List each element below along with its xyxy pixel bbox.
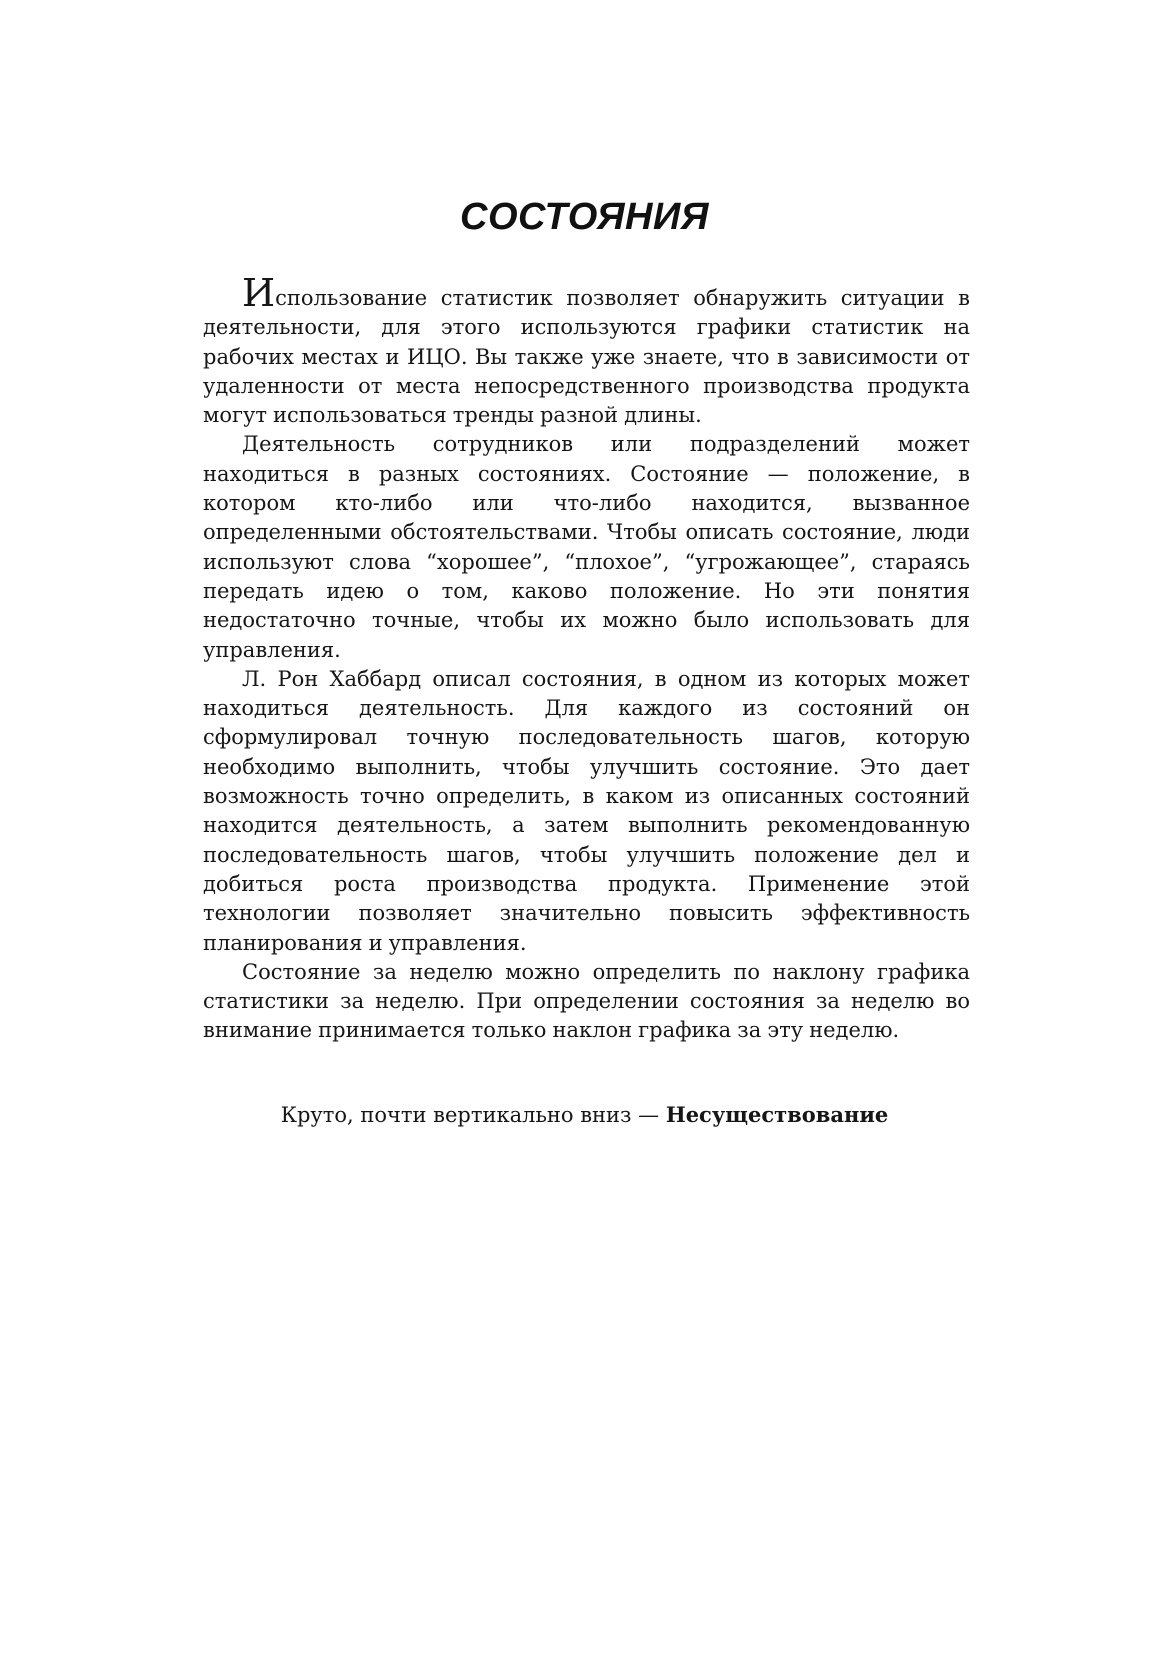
paragraph-3: Л. Рон Хаббард описал состояния, в одном из которых может находиться деятельность. Для каждого из состояний он сформулировал точную последовательность шагов, которую необходимо выполнить, чтобы улучшить состояние. Это дает возможность точно определить, в каком из описанных состояний находится деятельность, а затем выполнить рекомендованную последовательность шагов, чтобы улучшить положение дел и добиться роста производства продукта. Применение этой технологии позволяет значительно повысить эффективность планирования и управления. <box>203 666 970 955</box>
paragraph-1 <box>203 271 970 430</box>
paragraph-1-text: спользование статистик позволяет обнаружить ситуации в деятельности, для этого используются графики статистик на рабочих местах и ИЦО. Вы также уже знаете, что в зависимости от удаленности от места непосредственного производства продукта могут использоваться тренды разной длины. <box>203 286 970 428</box>
page-title: СОСТОЯНИЯ <box>460 196 709 238</box>
body-text <box>203 271 970 1046</box>
paragraph-2: Деятельность сотрудников или подразделений может находиться в разных состояниях. Состояние — положение, в котором кто-либо или что-либо находится, вызванное определенными обстоятельствами. Чтобы описать состояние, люди используют слова “хорошее”, “плохое”, “угрожающее”, стараясь передать идею о том, каково положение. Но эти понятия недостаточно точные, чтобы их можно было использовать для управления. <box>203 432 970 662</box>
condition-description: Круто, почти вертикально вниз — <box>280 1103 660 1127</box>
condition-name: Несуществование <box>665 1102 889 1127</box>
drop-cap: И <box>242 271 276 315</box>
paragraph-4: Состояние за неделю можно определить по наклону графика статистики за неделю. При определении состояния за неделю во внимание принимается только наклон графика за эту неделю. <box>203 959 970 1043</box>
condition-line <box>0 1100 1169 1130</box>
